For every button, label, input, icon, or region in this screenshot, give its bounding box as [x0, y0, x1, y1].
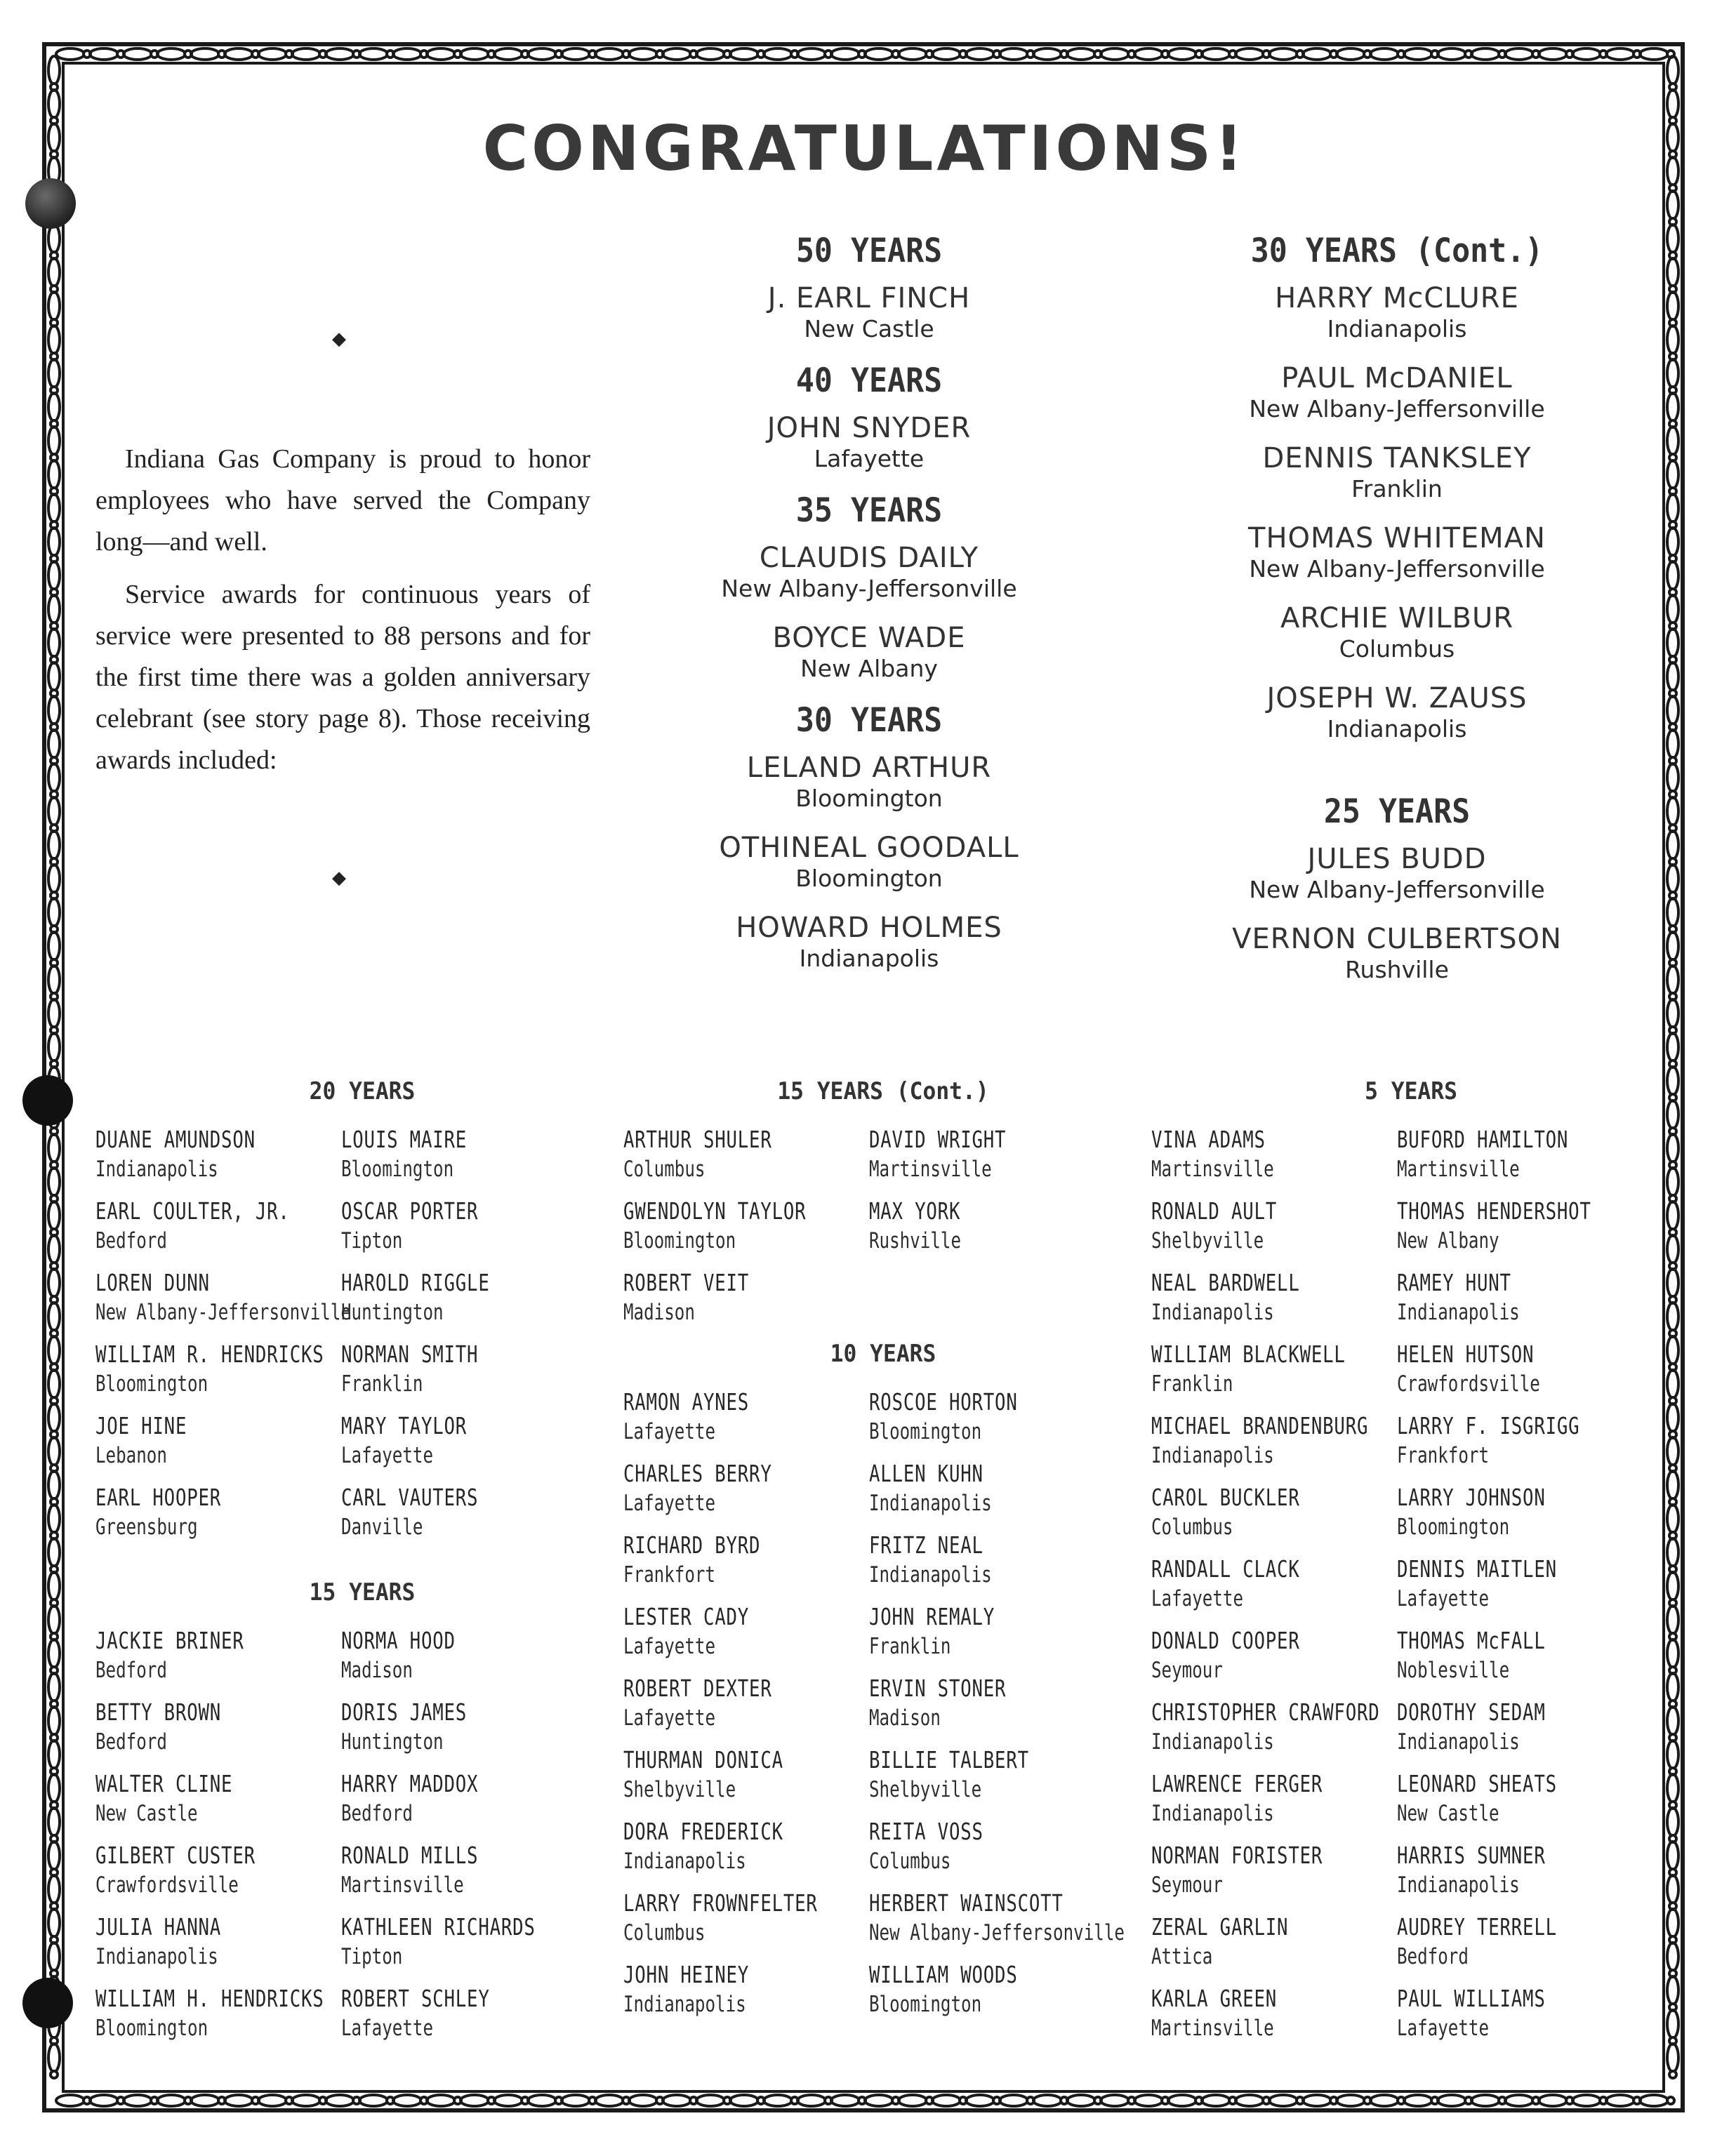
honoree-name: JOSEPH W. ZAUSS: [1266, 682, 1528, 714]
honoree-name: ARTHUR SHULER: [623, 1126, 772, 1153]
list-item: [1151, 1626, 1397, 1698]
honoree-name: ZERAL GARLIN: [1151, 1913, 1289, 1941]
honoree-city: Frankfort: [1397, 1443, 1490, 1468]
list-item: [1151, 1912, 1397, 1984]
honoree-name: LARRY F. ISGRIGG: [1397, 1412, 1580, 1439]
honoree-city: Indianapolis: [1327, 315, 1467, 342]
list-item: [623, 1268, 869, 1340]
honoree-city: New Albany-Jeffersonville: [721, 575, 1017, 602]
list-15-years-cont: [623, 1125, 1143, 1340]
honoree-city: Franklin: [341, 1371, 423, 1397]
section-heading-15-years: 15 YEARS: [309, 1578, 416, 1606]
honoree-city: Lafayette: [623, 1634, 716, 1659]
honoree-name: THOMAS HENDERSHOT: [1397, 1197, 1591, 1225]
honoree-name: HOWARD HOLMES: [736, 912, 1002, 944]
honoree-city: Bloomington: [95, 1371, 208, 1397]
intro-paragraph-1: Indiana Gas Company is proud to honor employees who have served the Company long—and well.: [95, 444, 590, 557]
list-item: [869, 1674, 1115, 1745]
honoree-city: Lafayette: [1397, 2016, 1490, 2041]
section-spacer: [1179, 761, 1615, 780]
honoree-name: THOMAS McFALL: [1397, 1627, 1546, 1654]
honoree-name: ALLEN KUHN: [869, 1460, 983, 1487]
honoree-city: Shelbyville: [623, 1777, 736, 1802]
list-item: [623, 1125, 869, 1197]
honoree-city: Frankfort: [623, 1562, 716, 1588]
list-item: [95, 1411, 341, 1483]
honoree-city: Indianapolis: [1397, 1729, 1520, 1755]
honoree-name: LOREN DUNN: [95, 1269, 210, 1296]
honoree-name: LOUIS MAIRE: [341, 1126, 468, 1153]
honoree-city: Lafayette: [623, 1491, 716, 1516]
honoree-name: BETTY BROWN: [95, 1698, 222, 1726]
honoree-city: Bloomington: [795, 785, 943, 812]
section-heading: 40 YEARS: [795, 361, 943, 400]
honoree-name: THOMAS WHITEMAN: [1248, 522, 1546, 554]
list-item: [95, 1698, 341, 1769]
list-item: [1397, 1841, 1643, 1912]
honoree-name: CHARLES BERRY: [623, 1460, 772, 1487]
honoree-name: DENNIS TANKSLEY: [1262, 442, 1532, 474]
honoree-name: AUDREY TERRELL: [1397, 1913, 1557, 1941]
honoree-city: Indianapolis: [95, 1944, 218, 1969]
honoree-city: Indianapolis: [1151, 1729, 1274, 1755]
list-item: [341, 1626, 587, 1698]
diamond-ornament-bottom: ◆: [332, 867, 346, 889]
honoree-name: J. EARL FINCH: [767, 282, 971, 314]
list-item: [341, 1340, 587, 1411]
honoree-city: Martinsville: [341, 1872, 464, 1898]
honoree-name: WILLIAM R. HENDRICKS: [95, 1340, 324, 1368]
honoree-city: Indianapolis: [869, 1562, 992, 1588]
list-item: [341, 1841, 587, 1912]
list-item: [623, 1674, 869, 1745]
honoree-name: GILBERT CUSTER: [95, 1842, 256, 1869]
honoree-city: Columbus: [1339, 635, 1455, 663]
honoree-city: Bedford: [341, 1801, 413, 1826]
honoree-city: Franklin: [1151, 1371, 1233, 1397]
list-item: [95, 1483, 341, 1555]
honoree-city: New Albany-Jeffersonville: [1249, 395, 1545, 422]
honoree-city: Lafayette: [623, 1705, 716, 1731]
honoree-city: Crawfordsville: [95, 1872, 239, 1898]
list-10-years: [623, 1388, 1143, 2032]
honoree-name: BOYCE WADE: [772, 622, 966, 654]
list-item: [1151, 1268, 1397, 1340]
honoree-city: Rushville: [1345, 956, 1449, 983]
list-item: [869, 1268, 1115, 1340]
section-heading-10-years: 10 YEARS: [830, 1340, 936, 1368]
honoree-name: HARRY McCLURE: [1275, 282, 1519, 314]
list-item: [341, 1912, 587, 1984]
honoree-name: JOHN HEINEY: [623, 1961, 750, 1988]
list-item: [95, 1125, 341, 1197]
list-item: [341, 1769, 587, 1841]
honoree-name: NORMA HOOD: [341, 1627, 456, 1654]
list-item: [869, 1531, 1115, 1602]
honoree-name: CHRISTOPHER CRAWFORD: [1151, 1698, 1380, 1726]
list-item: [1397, 1698, 1643, 1769]
honoree-name: BUFORD HAMILTON: [1397, 1126, 1569, 1153]
honoree-city: Lafayette: [814, 445, 925, 472]
list-item: [1397, 1340, 1643, 1411]
honoree-name: WALTER CLINE: [95, 1770, 233, 1797]
honoree-city: New Castle: [1397, 1801, 1499, 1826]
honoree-city: Columbus: [623, 1920, 705, 1945]
honoree-name: NORMAN SMITH: [341, 1340, 479, 1368]
honoree-name: JOHN SNYDER: [767, 412, 972, 444]
honoree-city: Columbus: [869, 1849, 951, 1874]
honoree-city: Seymour: [1151, 1872, 1223, 1898]
honoree-city: Bedford: [95, 1658, 167, 1683]
honoree-city: Indianapolis: [1151, 1300, 1274, 1325]
list-item: [623, 1889, 869, 1960]
list-item: [1151, 1555, 1397, 1626]
honoree-city: Indianapolis: [869, 1491, 992, 1516]
list-item: [623, 1817, 869, 1889]
section-heading-5-years: 5 YEARS: [1365, 1077, 1457, 1105]
honoree-name: RONALD MILLS: [341, 1842, 479, 1869]
bottom-awards-column-3: [1151, 1077, 1671, 2056]
honoree-city: Martinsville: [1151, 2016, 1274, 2041]
honoree-name: RONALD AULT: [1151, 1197, 1278, 1225]
list-item: [623, 1459, 869, 1531]
honoree-city: Bloomington: [623, 1228, 736, 1253]
list-item: [869, 1125, 1115, 1197]
honoree-city: New Castle: [95, 1801, 198, 1826]
list-5-years: [1151, 1125, 1671, 2056]
honoree-city: Indianapolis: [623, 1992, 746, 2017]
honoree-city: Indianapolis: [1397, 1872, 1520, 1898]
honoree-name: LARRY JOHNSON: [1397, 1484, 1546, 1511]
honoree-name: DORIS JAMES: [341, 1698, 468, 1726]
honoree-city: Huntington: [341, 1300, 444, 1325]
list-item: [341, 1483, 587, 1555]
honoree-name: CAROL BUCKLER: [1151, 1484, 1300, 1511]
list-item: [341, 1698, 587, 1769]
intro-paragraph-2: Service awards for continuous years of service were presented to 88 persons and for the first time there was a golden anniversary celebrant (see story page 8). Those receiving awards included:: [95, 580, 590, 775]
honoree-name: HAROLD RIGGLE: [341, 1269, 490, 1296]
honoree-city: Bloomington: [341, 1157, 454, 1182]
honoree-name: JOE HINE: [95, 1412, 187, 1439]
honoree-name: RAMEY HUNT: [1397, 1269, 1511, 1296]
honoree-city: New Albany-Jeffersonville: [869, 1920, 1125, 1945]
honoree-name: PAUL McDANIEL: [1281, 362, 1513, 394]
list-item: [869, 1817, 1115, 1889]
honoree-city: Columbus: [623, 1157, 705, 1182]
honoree-name: MAX YORK: [869, 1197, 961, 1225]
honoree-city: Tipton: [341, 1228, 403, 1253]
section-heading: 50 YEARS: [795, 232, 943, 270]
honoree-name: ROBERT VEIT: [623, 1269, 750, 1296]
honoree-name: GWENDOLYN TAYLOR: [623, 1197, 807, 1225]
list-item: [1397, 1912, 1643, 1984]
section-heading: 30 YEARS (Cont.): [1250, 232, 1544, 270]
honoree-city: Indianapolis: [95, 1157, 218, 1182]
list-item: [623, 1745, 869, 1817]
honoree-city: Danville: [341, 1515, 423, 1540]
honoree-name: VINA ADAMS: [1151, 1126, 1266, 1153]
list-item: [869, 1197, 1115, 1268]
list-item: [1397, 1197, 1643, 1268]
honoree-name: THURMAN DONICA: [623, 1746, 783, 1774]
honoree-name: LELAND ARTHUR: [746, 752, 992, 784]
honoree-name: ROSCOE HORTON: [869, 1388, 1018, 1416]
honoree-name: NORMAN FORISTER: [1151, 1842, 1323, 1869]
honoree-name: HERBERT WAINSCOTT: [869, 1889, 1064, 1917]
binder-hole-middle: [22, 1075, 73, 1126]
list-item: [623, 1602, 869, 1674]
list-item: [1397, 1411, 1643, 1483]
list-item: [95, 1626, 341, 1698]
section-heading: 30 YEARS: [795, 701, 943, 740]
honoree-name: LESTER CADY: [623, 1603, 750, 1630]
honoree-name: KATHLEEN RICHARDS: [341, 1913, 536, 1941]
list-item: [623, 1531, 869, 1602]
honoree-city: Lebanon: [95, 1443, 167, 1468]
bottom-awards-column-2: [623, 1077, 1143, 2032]
list-item: [869, 1388, 1115, 1459]
honoree-city: Indianapolis: [1151, 1801, 1274, 1826]
honoree-city: Madison: [341, 1658, 413, 1683]
honoree-name: PAUL WILLIAMS: [1397, 1985, 1546, 2012]
list-item: [341, 1984, 587, 2056]
honoree-name: FRITZ NEAL: [869, 1531, 983, 1559]
honoree-city: Lafayette: [341, 1443, 434, 1468]
honoree-city: Indianapolis: [1151, 1443, 1274, 1468]
honoree-name: DORA FREDERICK: [623, 1818, 783, 1845]
honoree-name: ROBERT DEXTER: [623, 1675, 772, 1702]
honoree-city: Noblesville: [1397, 1658, 1510, 1683]
honoree-city: Seymour: [1151, 1658, 1223, 1683]
honoree-name: RANDALL CLACK: [1151, 1555, 1300, 1583]
list-item: [341, 1411, 587, 1483]
list-item: [1151, 1411, 1397, 1483]
diamond-ornament-top: ◆: [332, 328, 346, 350]
list-item: [869, 1960, 1115, 2032]
honoree-name: CLAUDIS DAILY: [759, 542, 979, 574]
honoree-city: Martinsville: [1151, 1157, 1274, 1182]
honoree-name: HARRIS SUMNER: [1397, 1842, 1546, 1869]
honoree-city: Bloomington: [1397, 1515, 1510, 1540]
list-item: [95, 1984, 341, 2056]
list-item: [1151, 1340, 1397, 1411]
honoree-name: JULIA HANNA: [95, 1913, 222, 1941]
binder-hole-top: [25, 178, 76, 229]
page-title: CONGRATULATIONS!: [482, 112, 1247, 185]
list-item: [1397, 1125, 1643, 1197]
honoree-name: WILLIAM WOODS: [869, 1961, 1018, 1988]
honoree-name: MICHAEL BRANDENBURG: [1151, 1412, 1369, 1439]
honoree-city: Martinsville: [869, 1157, 992, 1182]
list-item: [95, 1912, 341, 1984]
list-15-years: [95, 1626, 629, 2056]
honoree-city: Bloomington: [869, 1992, 982, 2017]
honoree-name: VERNON CULBERTSON: [1232, 923, 1562, 955]
honoree-name: LARRY FROWNFELTER: [623, 1889, 818, 1917]
list-item: [623, 1197, 869, 1268]
honoree-name: HARRY MADDOX: [341, 1770, 479, 1797]
section-heading-15-years-cont: 15 YEARS (Cont.): [777, 1077, 989, 1105]
honoree-city: Attica: [1151, 1944, 1213, 1969]
honoree-city: Franklin: [1351, 475, 1443, 503]
list-item: [869, 1459, 1115, 1531]
honoree-city: Madison: [623, 1300, 695, 1325]
list-item: [869, 1602, 1115, 1674]
honoree-city: Bedford: [1397, 1944, 1469, 1969]
honoree-name: ERVIN STONER: [869, 1675, 1007, 1702]
list-item: [623, 1960, 869, 2032]
honoree-name: DONALD COOPER: [1151, 1627, 1300, 1654]
list-item: [869, 1745, 1115, 1817]
honoree-name: WILLIAM BLACKWELL: [1151, 1340, 1346, 1368]
honoree-name: ROBERT SCHLEY: [341, 1985, 490, 2012]
honoree-city: Huntington: [341, 1729, 444, 1755]
list-item: [1397, 1483, 1643, 1555]
list-item: [623, 1388, 869, 1459]
list-item: [95, 1769, 341, 1841]
list-20-years: [95, 1125, 629, 1555]
list-item: [341, 1197, 587, 1268]
honoree-city: Lafayette: [623, 1419, 716, 1444]
list-item: [341, 1125, 587, 1197]
honoree-city: Lafayette: [1397, 1586, 1490, 1611]
honoree-name: EARL HOOPER: [95, 1484, 222, 1511]
honoree-city: Bedford: [95, 1729, 167, 1755]
honoree-city: Shelbyville: [1151, 1228, 1264, 1253]
section-heading: 35 YEARS: [795, 491, 943, 530]
honoree-name: WILLIAM H. HENDRICKS: [95, 1985, 324, 2012]
honoree-city: Indianapolis: [1397, 1300, 1520, 1325]
honoree-city: Shelbyville: [869, 1777, 982, 1802]
honoree-city: Greensburg: [95, 1515, 198, 1540]
honoree-city: Franklin: [869, 1634, 951, 1659]
honoree-city: Lafayette: [341, 2016, 434, 2041]
list-item: [1151, 1125, 1397, 1197]
list-item: [341, 1268, 587, 1340]
list-item: [1397, 1268, 1643, 1340]
honoree-city: New Albany-Jeffersonville: [1249, 555, 1545, 583]
honoree-name: RAMON AYNES: [623, 1388, 750, 1416]
list-item: [95, 1268, 351, 1340]
section-heading: 25 YEARS: [1323, 792, 1471, 831]
list-item: [1397, 1555, 1643, 1626]
honoree-city: Madison: [869, 1705, 941, 1731]
honoree-name: HELEN HUTSON: [1397, 1340, 1535, 1368]
honoree-name: LAWRENCE FERGER: [1151, 1770, 1323, 1797]
honoree-name: OTHINEAL GOODALL: [719, 832, 1019, 864]
honoree-city: Martinsville: [1397, 1157, 1520, 1182]
honoree-name: JOHN REMALY: [869, 1603, 995, 1630]
honoree-city: Indianapolis: [799, 945, 939, 972]
honoree-city: Bloomington: [869, 1419, 982, 1444]
bottom-awards-column-1: [95, 1077, 629, 2056]
honoree-name: MARY TAYLOR: [341, 1412, 468, 1439]
honoree-name: CARL VAUTERS: [341, 1484, 479, 1511]
honoree-city: New Albany-Jeffersonville: [1249, 876, 1545, 903]
honoree-city: Bedford: [95, 1228, 167, 1253]
list-item: [1397, 1984, 1643, 2056]
honoree-city: Tipton: [341, 1944, 403, 1969]
honoree-city: Crawfordsville: [1397, 1371, 1540, 1397]
honoree-city: New Castle: [804, 315, 934, 342]
honoree-city: New Albany: [1397, 1228, 1499, 1253]
honoree-city: Indianapolis: [1327, 715, 1467, 743]
honoree-name: DOROTHY SEDAM: [1397, 1698, 1546, 1726]
top-awards-column-2: [1179, 232, 1615, 1002]
list-item: [1151, 1698, 1397, 1769]
list-item: [1151, 1841, 1397, 1912]
honoree-name: REITA VOSS: [869, 1818, 983, 1845]
honoree-city: Bloomington: [795, 865, 943, 892]
list-item: [869, 1889, 1125, 1960]
honoree-name: DAVID WRIGHT: [869, 1126, 1007, 1153]
list-item: [95, 1841, 341, 1912]
honoree-name: BILLIE TALBERT: [869, 1746, 1029, 1774]
honoree-name: DENNIS MAITLEN: [1397, 1555, 1557, 1583]
honoree-name: LEONARD SHEATS: [1397, 1770, 1557, 1797]
honoree-name: KARLA GREEN: [1151, 1985, 1278, 2012]
section-heading-20-years: 20 YEARS: [309, 1077, 416, 1105]
honoree-name: EARL COULTER, JR.: [95, 1197, 290, 1225]
honoree-city: Indianapolis: [623, 1849, 746, 1874]
top-awards-column-1: [651, 232, 1087, 991]
honoree-city: Rushville: [869, 1228, 962, 1253]
honoree-name: RICHARD BYRD: [623, 1531, 761, 1559]
honoree-city: Lafayette: [1151, 1586, 1244, 1611]
honoree-name: DUANE AMUNDSON: [95, 1126, 256, 1153]
honoree-name: OSCAR PORTER: [341, 1197, 479, 1225]
intro-text: [95, 439, 590, 792]
honoree-name: NEAL BARDWELL: [1151, 1269, 1300, 1296]
honoree-name: JULES BUDD: [1307, 843, 1487, 875]
list-item: [1151, 1769, 1397, 1841]
list-item: [95, 1197, 341, 1268]
list-item: [1151, 1197, 1397, 1268]
list-item: [95, 1340, 341, 1411]
honoree-name: JACKIE BRINER: [95, 1627, 244, 1654]
honoree-city: New Albany: [800, 655, 938, 682]
honoree-city: Bloomington: [95, 2016, 208, 2041]
honoree-city: New Albany-Jeffersonville: [95, 1300, 351, 1325]
list-item: [1397, 1626, 1643, 1698]
honoree-city: Columbus: [1151, 1515, 1233, 1540]
list-item: [1397, 1769, 1643, 1841]
binder-hole-bottom: [22, 1978, 73, 2028]
honoree-name: ARCHIE WILBUR: [1280, 602, 1514, 634]
list-item: [1151, 1483, 1397, 1555]
list-item: [1151, 1984, 1397, 2056]
